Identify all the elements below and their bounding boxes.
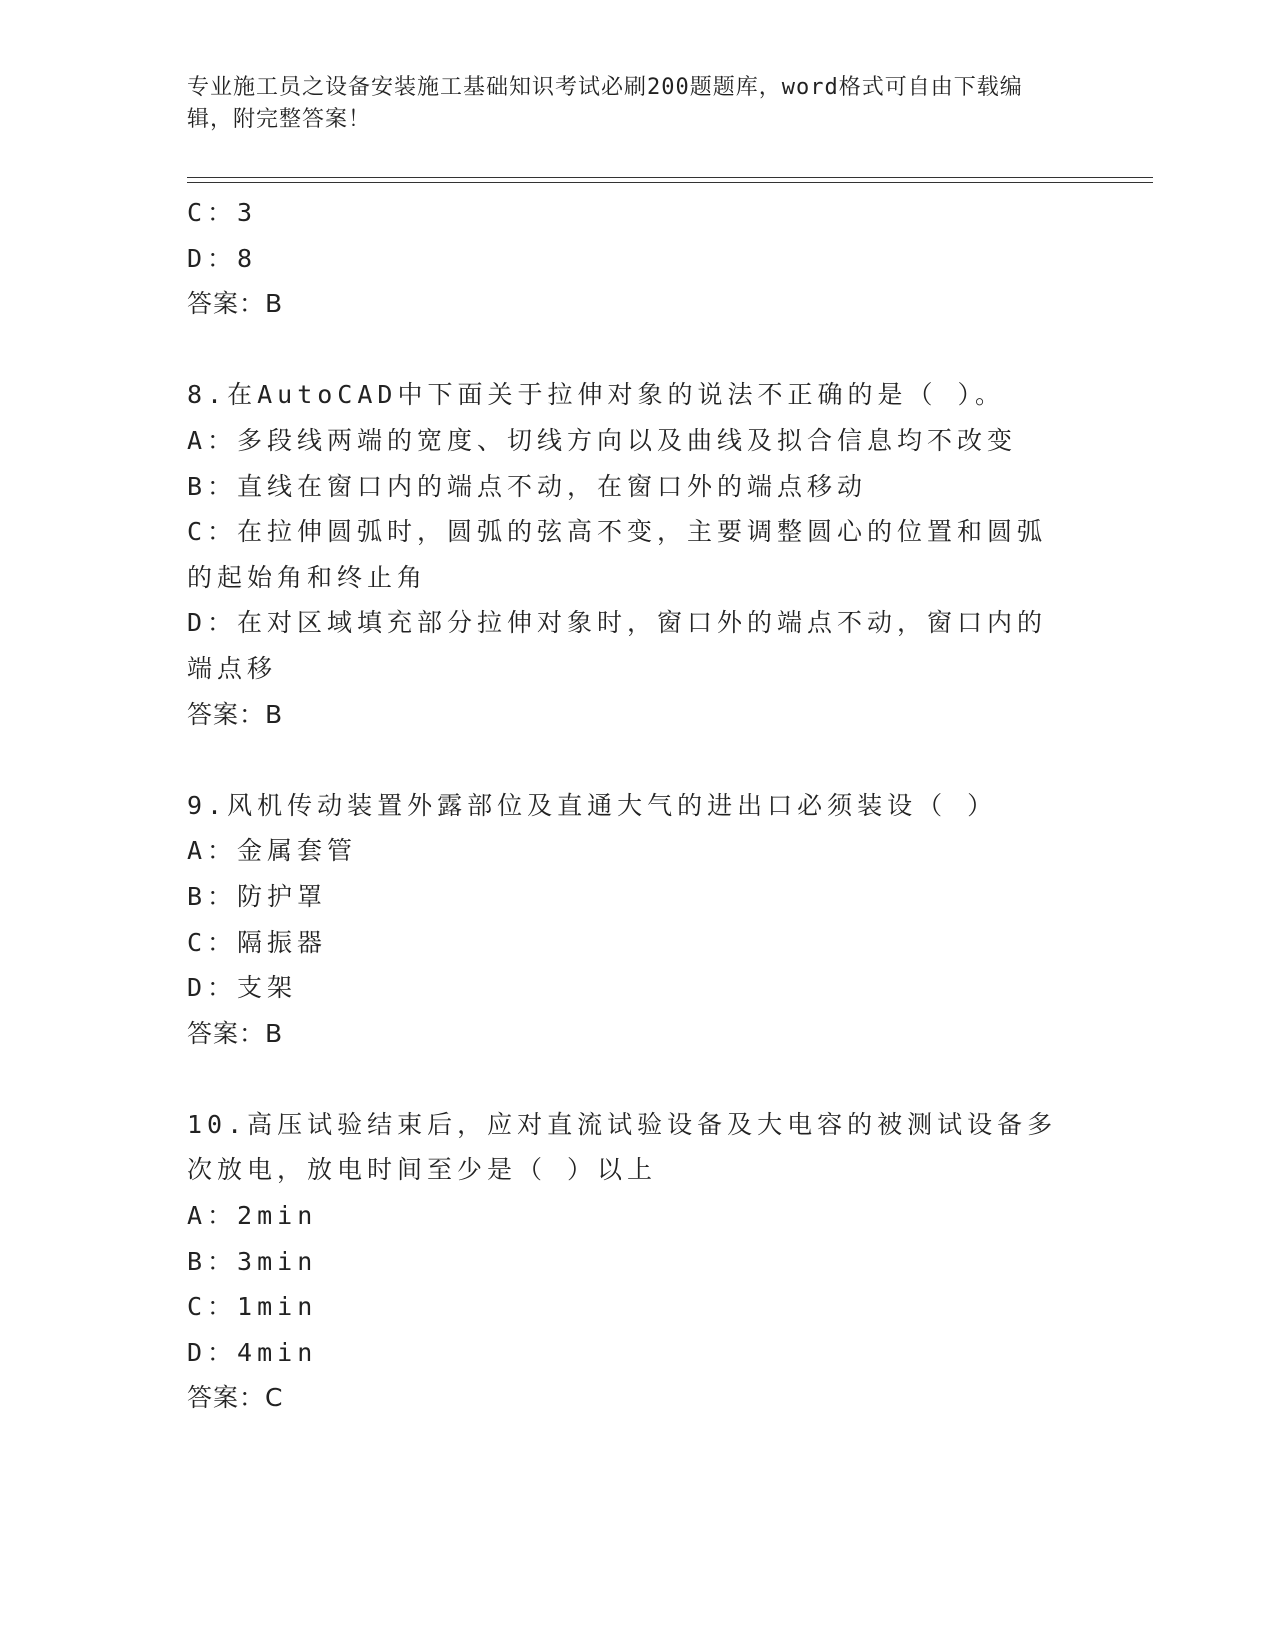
option-a: A：多段线两端的宽度、切线方向以及曲线及拟合信息均不改变: [187, 425, 1018, 455]
option-d: D：支架: [187, 973, 298, 1003]
answer-label: 答案：B: [187, 1018, 284, 1048]
question-10: [187, 1102, 1087, 1421]
question-stem: 10.高压试验结束后，应对直流试验设备及大电容的被测试设备多次放电，放电时间至少是（ ）以上: [187, 1109, 1058, 1185]
option-d: D：4min: [187, 1337, 318, 1367]
document-header-title: 专业施工员之设备安装施工基础知识考试必刷200题题库，word格式可自由下载编辑，附完整答案！: [187, 75, 1023, 132]
answer-label: 答案：B: [187, 699, 284, 729]
question-9: [187, 783, 1087, 1057]
option-b: B：3min: [187, 1246, 318, 1276]
option-c: C：3: [187, 198, 258, 227]
option-d: D：8: [187, 243, 258, 273]
option-b: B：直线在窗口内的端点不动，在窗口外的端点移动: [187, 471, 868, 501]
spacer: [187, 737, 1087, 783]
spacer: [187, 327, 1087, 373]
question-content: [187, 190, 1087, 1421]
header-divider-top: [187, 177, 1153, 178]
question-8: [187, 372, 1087, 737]
question-stem: 8.在AutoCAD中下面关于拉伸对象的说法不正确的是（ ）。: [187, 380, 1006, 410]
answer-label: 答案：B: [187, 289, 284, 319]
option-b: B：防护罩: [187, 881, 328, 911]
question-stem: 9.风机传动装置外露部位及直通大气的进出口必须装设（ ）: [187, 790, 998, 820]
option-a: A：金属套管: [187, 836, 358, 866]
spacer: [187, 1056, 1087, 1102]
header-divider-bottom: [187, 182, 1153, 183]
question-fragment: [187, 190, 1087, 327]
option-a: A：2min: [187, 1201, 318, 1231]
option-c: C：隔振器: [187, 927, 328, 957]
option-d: D：在对区域填充部分拉伸对象时，窗口外的端点不动，窗口内的端点移: [187, 608, 1048, 683]
option-c: C：1min: [187, 1292, 318, 1322]
option-c: C：在拉伸圆弧时，圆弧的弦高不变，主要调整圆心的位置和圆弧的起始角和终止角: [187, 517, 1048, 592]
answer-label: 答案：C: [187, 1383, 284, 1413]
